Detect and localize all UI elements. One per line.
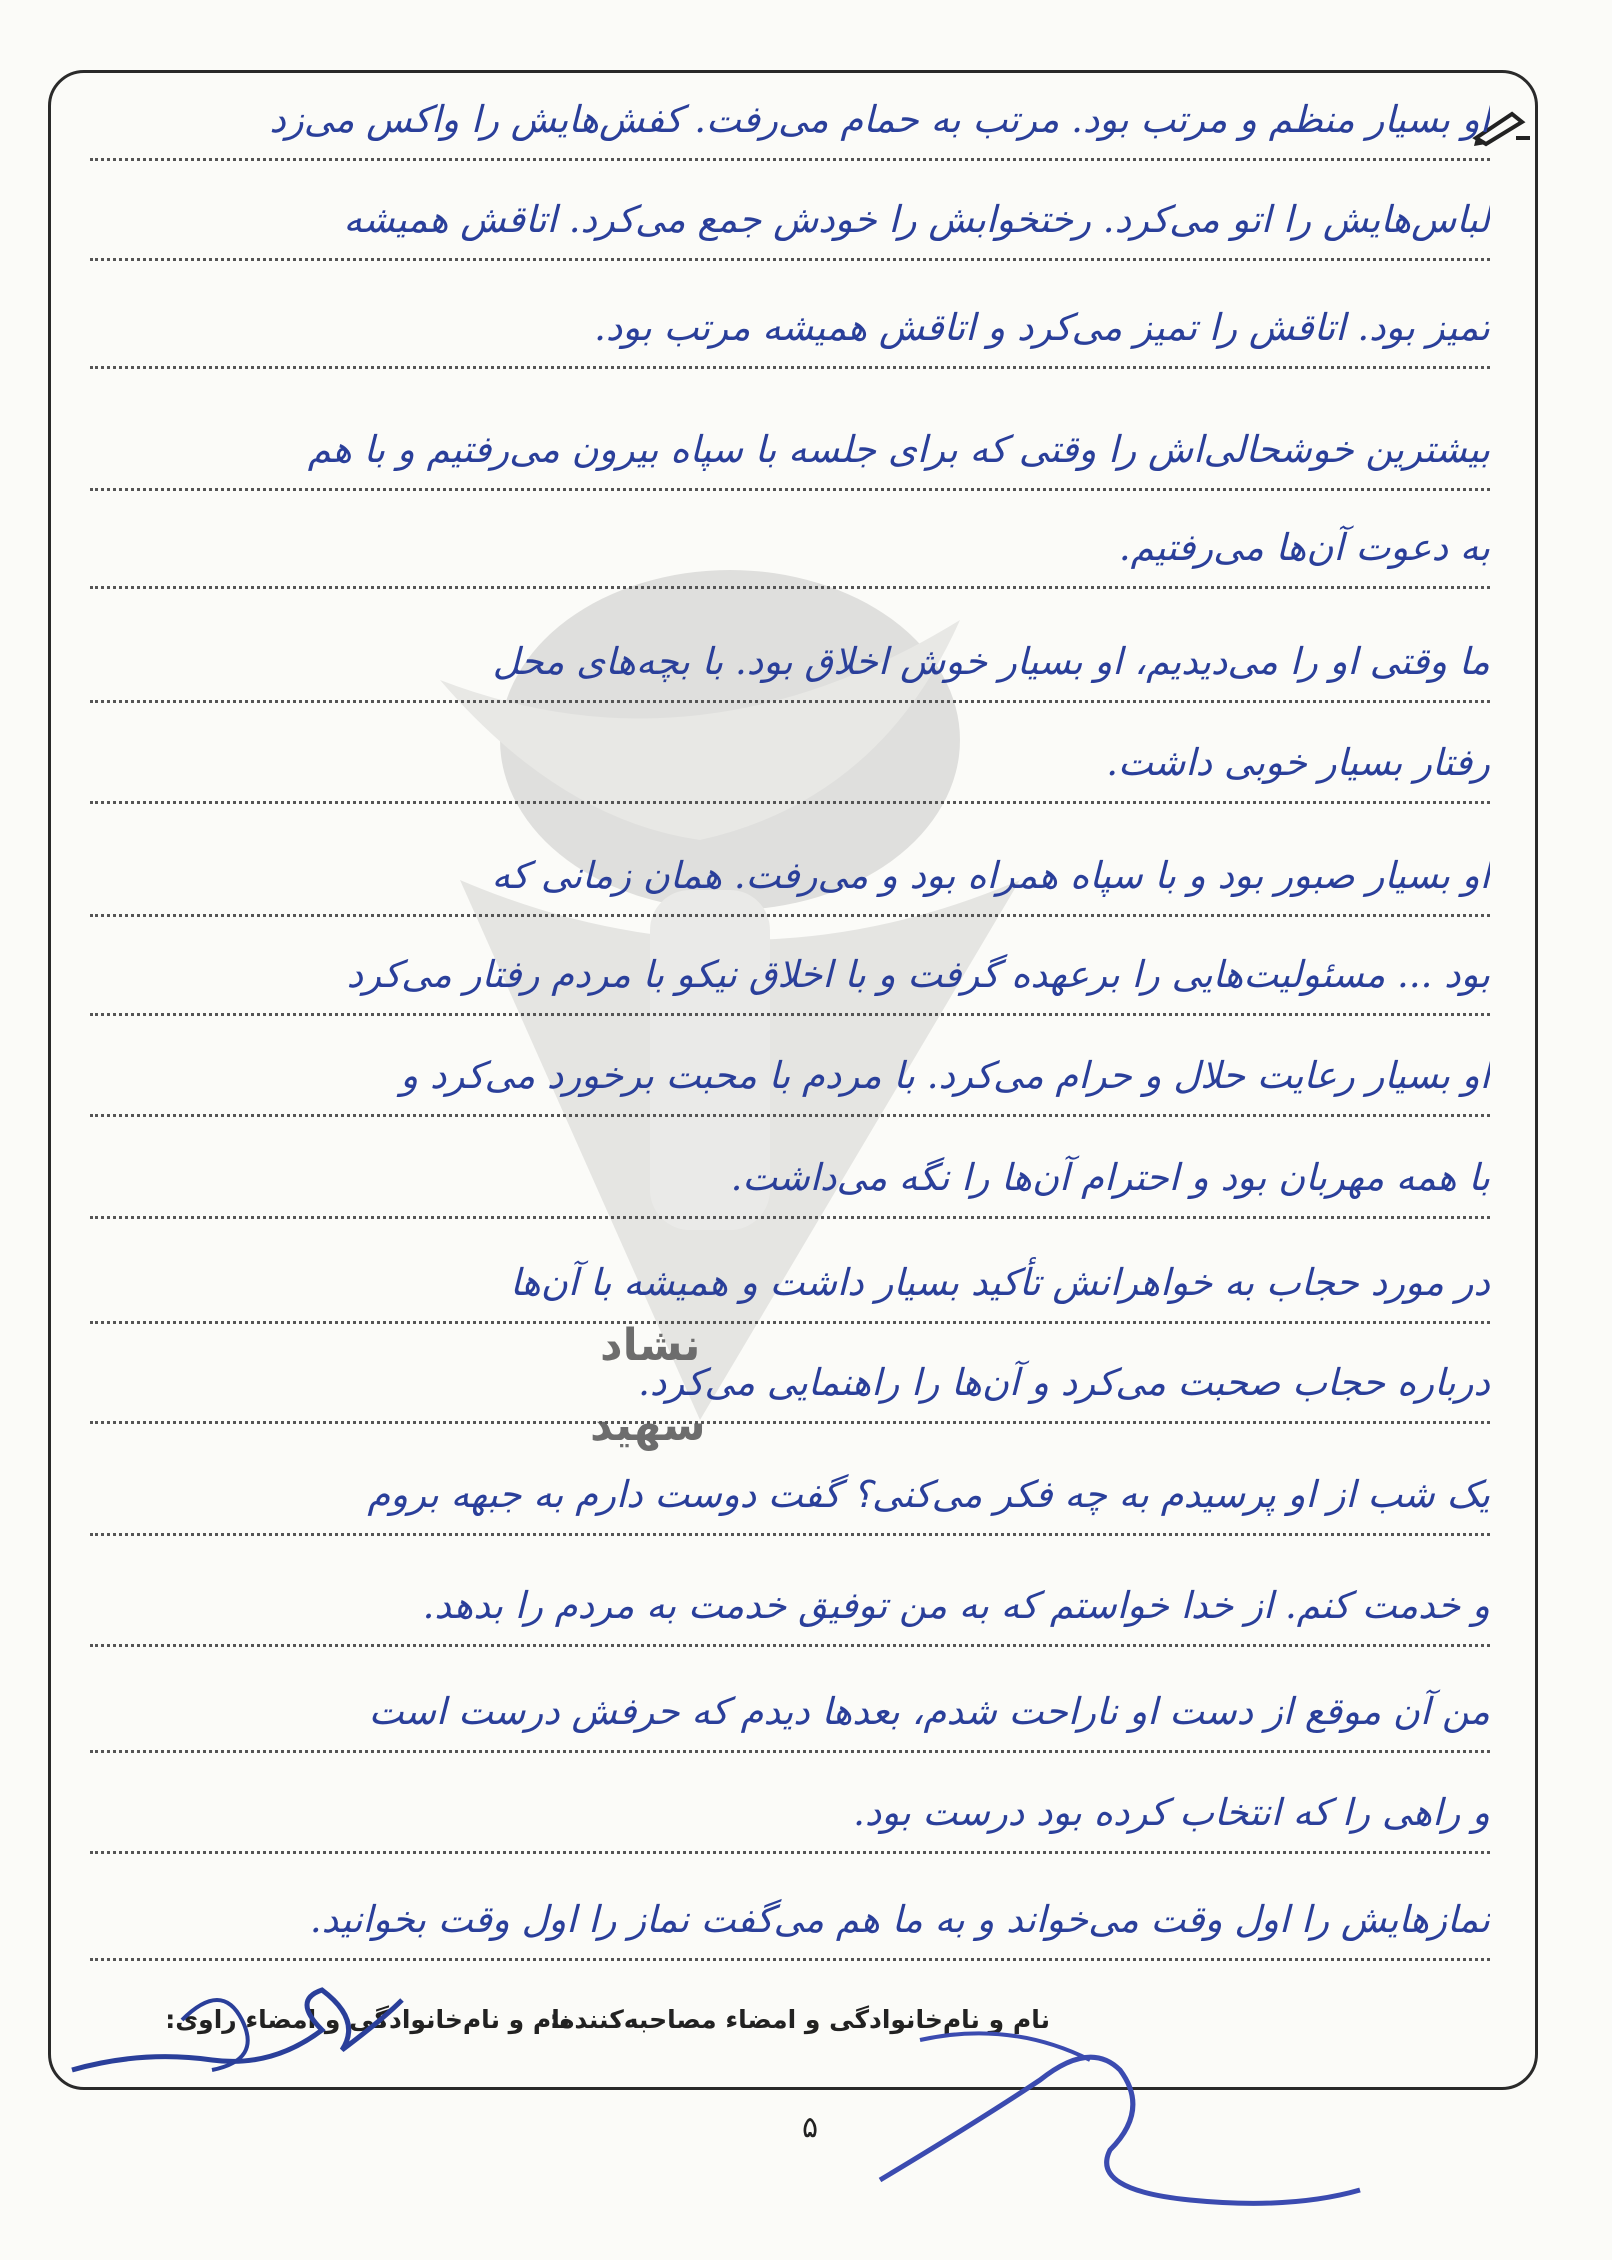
handwritten-line-16: من آن موقع از دست او ناراحت شدم، بعدها دیدم که حرفش درست است [90,1684,1490,1753]
handwritten-line-15: و خدمت کنم. از خدا خواستم که به من توفیق خدمت به مردم را بدهد. [90,1578,1490,1647]
handwritten-line-7: رفتار بسیار خوبی داشت. [90,735,1490,804]
handwritten-line-12: در مورد حجاب به خواهرانش تأکید بسیار داشت و همیشه با آن‌ها [90,1255,1490,1324]
handwritten-line-4: بیشترین خوشحالی‌اش را وقتی که برای جلسه با سپاه بیرون می‌رفتیم و با هم [90,422,1490,491]
interviewer-signature [860,2000,1380,2230]
handwritten-line-5: به دعوت آن‌ها می‌رفتیم. [90,520,1490,589]
handwritten-line-9: بود ... مسئولیت‌هایی را برعهده گرفت و با اخلاق نیکو با مردم رفتار می‌کرد [90,947,1490,1016]
handwritten-line-3: تمیز بود. اتاقش را تمیز می‌کرد و اتاقش همیشه مرتب بود. [90,300,1490,369]
handwritten-line-14: یک شب از او پرسیدم به چه فکر می‌کنی؟ گفت دوست دارم به جبهه بروم [90,1467,1490,1536]
narrator-signature [62,1960,422,2100]
handwritten-line-8: او بسیار صبور بود و با سپاه همراه بود و می‌رفت. همان زمانی که [90,848,1490,917]
handwritten-line-17: و راهی را که انتخاب کرده بود درست بود. [90,1785,1490,1854]
page-number: ۵ [801,2110,819,2145]
handwritten-line-18: نمازهایش را اول وقت می‌خواند و به ما هم می‌گفت نماز را اول وقت بخوانید. [90,1892,1490,1961]
handwritten-line-6: ما وقتی او را می‌دیدیم، او بسیار خوش اخلاق بود. با بچه‌های محل [90,634,1490,703]
narrator-signature-label: نام و نام‌خانوادگی و امضاء راوی: [165,2005,570,2034]
watermark-word-top: نشاد [600,1320,701,1371]
handwritten-line-11: با همه مهربان بود و احترام آن‌ها را نگه می‌داشت. [90,1150,1490,1219]
handwritten-line-13: درباره حجاب صحبت می‌کرد و آن‌ها را راهنمایی می‌کرد. [90,1355,1490,1424]
handwritten-line-1: او بسیار منظم و مرتب بود. مرتب به حمام می‌رفت. کفش‌هایش را واکس می‌زد [90,92,1490,161]
handwritten-line-10: او بسیار رعایت حلال و حرام می‌کرد. با مردم با محبت برخورد می‌کرد و [90,1048,1490,1117]
handwritten-line-2: لباس‌هایش را اتو می‌کرد. رختخوابش را خودش جمع می‌کرد. اتاقش همیشه [90,192,1490,261]
interviewer-signature-label: نام و نام‌خانوادگی و امضاء مصاحبه‌کننده: [549,2005,1050,2034]
watermark-word-bottom: سهید [590,1400,706,1451]
